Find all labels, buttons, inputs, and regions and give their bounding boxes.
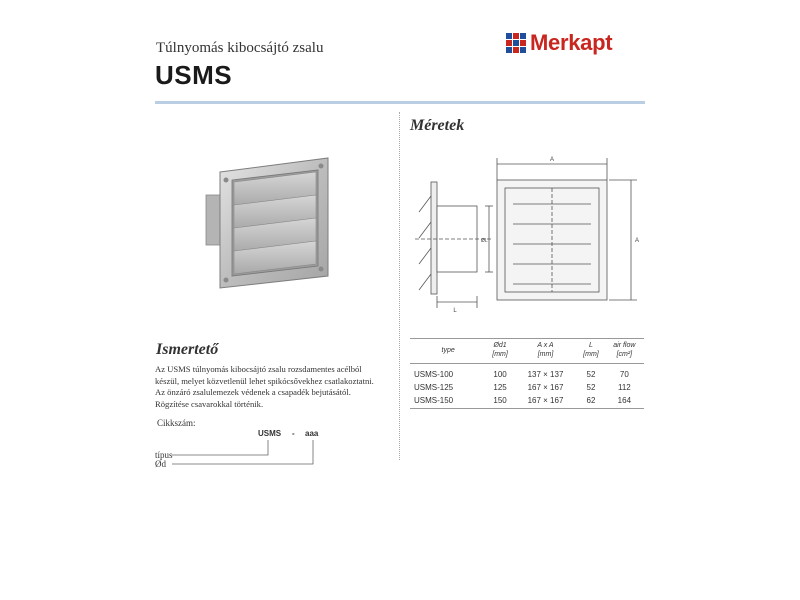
dim-label-width: A — [549, 157, 555, 163]
table-row: USMS-150 150 167 × 167 62 164 — [410, 394, 644, 409]
table-row: USMS-100 100 137 × 137 52 70 — [414, 369, 629, 379]
order-code-label: Cikkszám: — [157, 418, 196, 428]
col-length: L [mm] — [577, 339, 605, 364]
order-code-diameter-label: Ød — [155, 459, 166, 469]
description-line: készül, melyet közvetlenül lehet spikócsővekhez csatlakoztatni. — [155, 375, 374, 386]
col-axa: A x A [mm] — [514, 339, 577, 364]
spec-table-header — [410, 339, 644, 364]
dim-label-height: A — [635, 238, 640, 244]
table-row: USMS-125 125 167 × 167 52 112 — [414, 382, 631, 392]
order-code-leaders — [170, 440, 320, 470]
description-line: Az önzáró zsalulemezek védenek a csapadék bejutásától. — [155, 387, 351, 397]
description-line: Az USMS túlnyomás kibocsájtó zsalu rozsdamentes acélból — [155, 364, 362, 374]
order-code-type: USMS — [258, 429, 282, 438]
spec-table — [410, 338, 644, 409]
page-subtitle: Túlnyomás kibocsájtó zsalu — [156, 40, 324, 56]
order-code-dash: - — [292, 429, 295, 438]
technical-drawing — [405, 150, 645, 315]
logo-grid-icon — [506, 33, 526, 53]
dim-label-diameter: ØL — [481, 238, 488, 244]
header-rule — [155, 101, 645, 104]
col-diameter: Ød1 [mm] — [486, 339, 514, 364]
column-divider — [399, 112, 400, 460]
order-code-type-label: típus — [155, 450, 173, 460]
product-image — [200, 150, 350, 300]
logo-text: Merkapt — [530, 30, 613, 55]
description-text — [155, 364, 387, 410]
order-code-suffix: aaa — [305, 429, 319, 438]
page-title: USMS — [155, 60, 233, 90]
description-line: Rögzítése csavarokkal történik. — [155, 398, 264, 409]
col-type: type — [410, 339, 486, 364]
description-heading: Ismertető — [156, 341, 219, 358]
col-airflow: air flow [cm²] — [605, 339, 644, 364]
dimensions-heading: Méretek — [410, 117, 465, 134]
dim-label-length: L — [453, 308, 457, 314]
merkapt-logo — [506, 30, 612, 56]
